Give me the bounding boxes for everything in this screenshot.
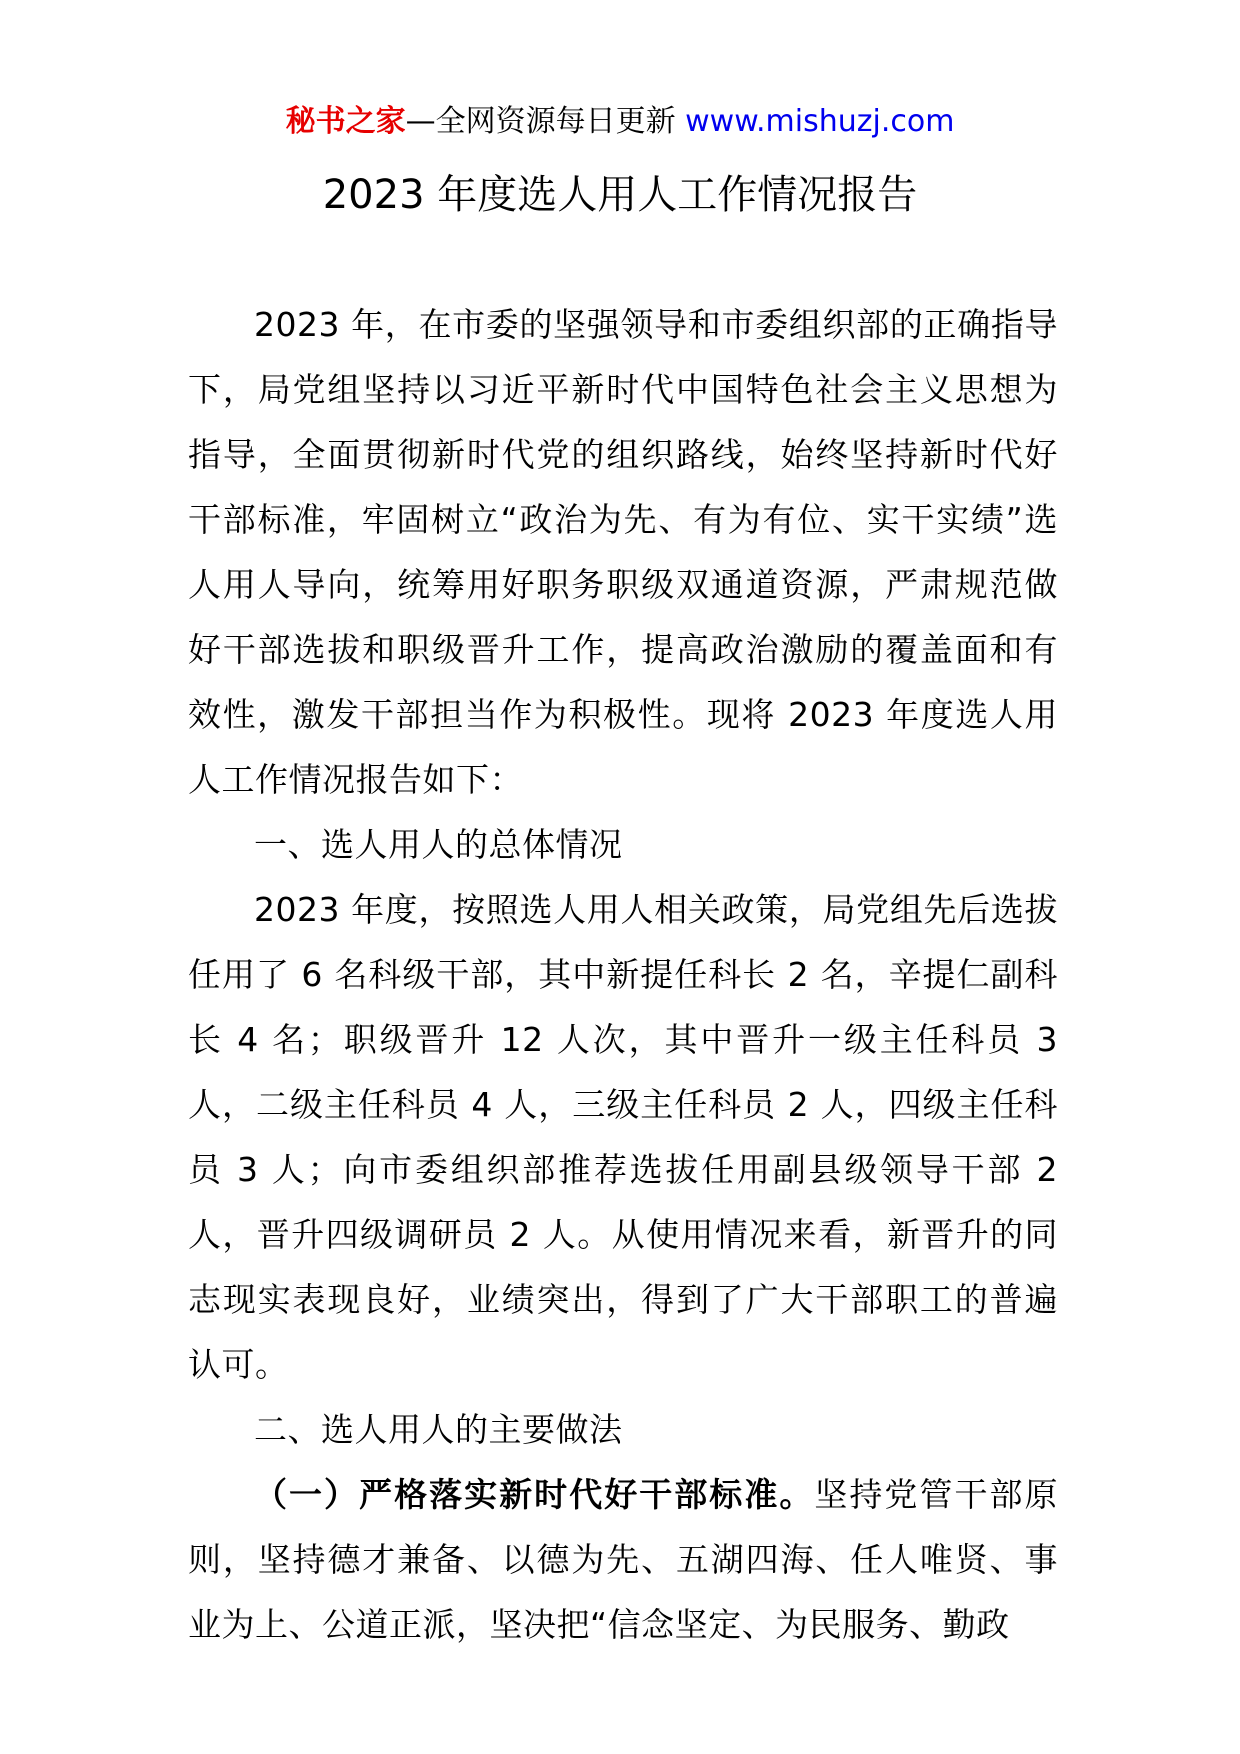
intro-paragraph: 2023 年，在市委的坚强领导和市委组织部的正确指导下，局党组坚持以习近平新时代中国特色社会主义思想为指导，全面贯彻新时代党的组织路线，始终坚持新时代好干部标准，牢固树立“政治为先、有为有位、实干实绩”选人用人导向，统筹用好职务职级双通道资源，严肃规范做好干部选拔和职级晋升工作，提高政治激励的覆盖面和有效性，激发干部担当作为积极性。现将 2023 年度选人用人工作情况报告如下： (188, 305, 1058, 799)
overall-paragraph: 2023 年度，按照选人用人相关政策，局党组先后选拔任用了 6 名科级干部，其中新提任科长 2 名，辛提仁副科长 4 名；职级晋升 12 人次，其中晋升一级主任科员 3 人，二级主任科员 4 人，三级主任科员 2 人，四级主任科员 3 人；向市委组织部推荐选拔任用副县级领导干部 2 人，晋升四级调研员 2 人。从使用情况来看，新晋升的同志现实表现良好，业绩突出，得到了广大干部职工的普遍认可。 (188, 890, 1058, 1384)
document-title: 2023 年度选人用人工作情况报告 (322, 172, 918, 218)
brand-name: 秘书之家 (285, 104, 406, 139)
subsection-text: 坚持党管干部原则，坚持德才兼备、以德为先、五湖四海、任人唯贤、事业为上、公道正派，坚决把“信念坚定、为民服务、勤政 (188, 1475, 1059, 1644)
header-slogan: —全网资源每日更新 (405, 104, 676, 139)
subsection-lead: （一）严格落实新时代好干部标准。 (254, 1475, 815, 1514)
document-body (188, 292, 1058, 1657)
subsection-paragraph (188, 1462, 1058, 1657)
website-link[interactable]: www.mishuzj.com (685, 104, 955, 139)
source-header (0, 100, 1240, 144)
section-heading-overall: 一、选人用人的总体情况 (254, 825, 623, 864)
section-heading-practices: 二、选人用人的主要做法 (254, 1410, 623, 1449)
